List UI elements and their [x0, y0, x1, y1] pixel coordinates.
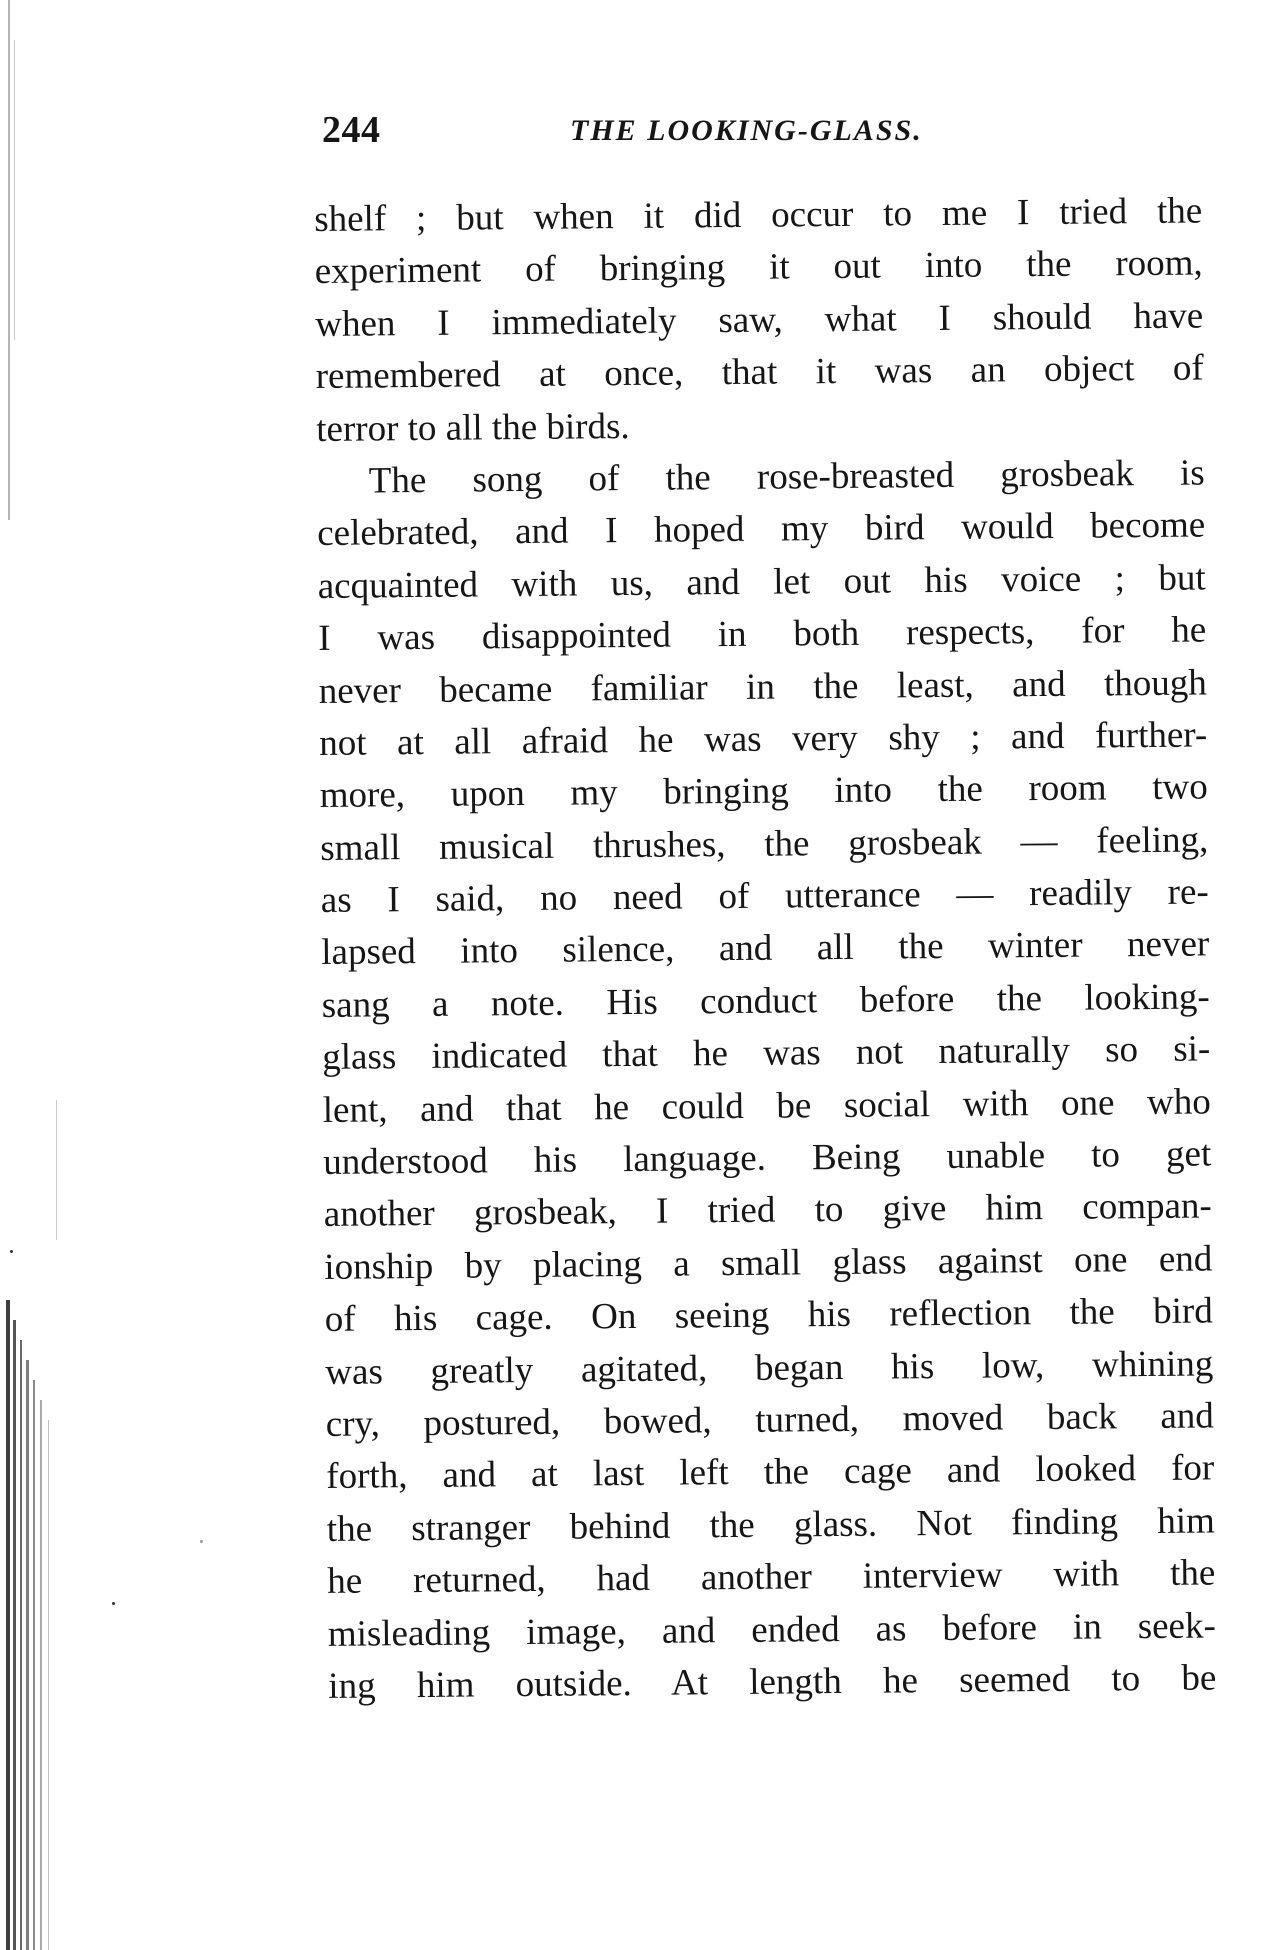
text-line: when I immediately saw, what I should have: [315, 295, 1204, 345]
text-line: terror to all the birds.: [316, 405, 630, 450]
text-line: he returned, had another interview with the: [327, 1552, 1216, 1603]
text-line: was greatly agitated, began his low, whining: [325, 1343, 1214, 1393]
page-header: [322, 108, 1202, 158]
text-line: lapsed into silence, and all the winter never: [321, 923, 1210, 974]
text-line: understood his language. Being unable to get: [323, 1133, 1212, 1183]
scan-speck: [112, 1602, 115, 1605]
text-line: shelf ; but when it did occur to me I tried the: [314, 190, 1203, 240]
text-line: more, upon my bringing into the room two: [319, 766, 1208, 817]
page-number: 244: [322, 109, 381, 151]
text-line: small musical thrushes, the grosbeak — feeling,: [320, 819, 1209, 869]
text-line: remembered at once, that it was an object of: [315, 347, 1204, 398]
text-line: not at all afraid he was very shy ; and further-: [319, 714, 1208, 764]
text-line: the stranger behind the glass. Not finding him: [326, 1500, 1215, 1550]
text-line: The song of the rose-breasted grosbeak is: [368, 452, 1205, 502]
text-line: lent, and that he could be social with one who: [322, 1081, 1211, 1131]
text-line: never became familiar in the least, and though: [318, 661, 1207, 712]
binding-edge: [0, 0, 70, 1950]
text-line: of his cage. On seeing his reflection the bird: [324, 1290, 1213, 1341]
text-line: celebrated, and I hoped my bird would become: [317, 504, 1206, 555]
text-line: as I said, no need of utterance — readily re-: [320, 871, 1209, 922]
text-line: glass indicated that he was not naturally so si-: [322, 1028, 1211, 1079]
text-line: acquainted with us, and let out his voice ; but: [317, 557, 1206, 607]
text-line: I was disappointed in both respects, for he: [318, 609, 1207, 660]
text-line: another grosbeak, I tried to give him compan-: [323, 1185, 1212, 1236]
text-line: ionship by placing a small glass against one end: [324, 1238, 1213, 1288]
text-line: ing him outside. At length he seemed to be: [328, 1657, 1217, 1707]
text-line: experiment of bringing it out into the room,: [314, 242, 1203, 293]
text-line: misleading image, and ended as before in seek-: [327, 1604, 1216, 1655]
body-text: [314, 185, 1217, 1713]
text-line: cry, postured, bowed, turned, moved back and: [325, 1395, 1214, 1445]
running-title: THE LOOKING-GLASS.: [570, 114, 923, 147]
scan-speck: [200, 1540, 203, 1543]
text-line: forth, and at last left the cage and looked for: [326, 1447, 1215, 1498]
scan-speck: [10, 1250, 13, 1253]
text-line: sang a note. His conduct before the looking-: [321, 976, 1210, 1026]
